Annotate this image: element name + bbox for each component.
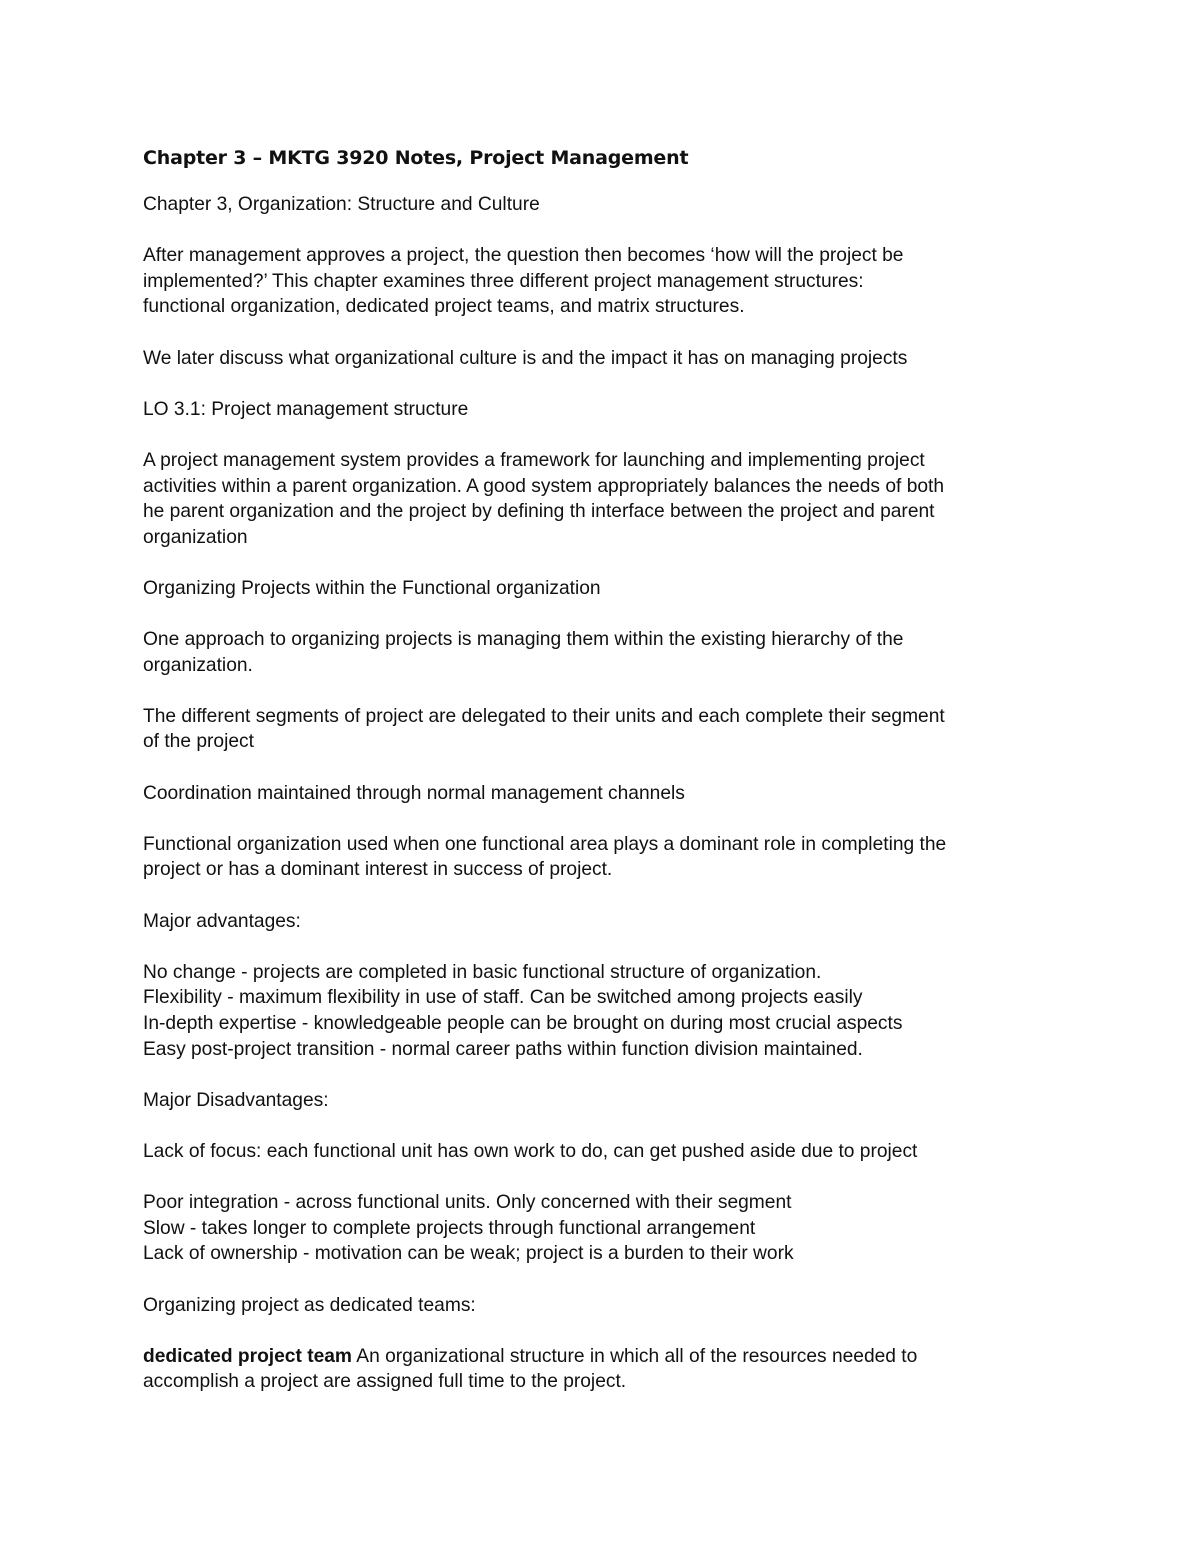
disadvantage-item: Poor integration - across functional units. Only concerned with their segment — [143, 1192, 792, 1214]
intro-paragraph — [143, 243, 1073, 320]
intro-line: After management approves a project, the question then becomes ‘how will the project be — [143, 245, 904, 267]
system-paragraph — [143, 448, 1073, 550]
culture-note: We later discuss what organizational culture is and the impact it has on managing projects — [143, 347, 908, 369]
definition-line — [143, 1344, 1073, 1370]
chapter-subtitle: Chapter 3, Organization: Structure and Culture — [143, 194, 540, 215]
approach-line: One approach to organizing projects is managing them within the existing hierarchy of the — [143, 629, 904, 651]
usage-line: project or has a dominant interest in success of project. — [143, 859, 613, 881]
usage-paragraph — [143, 832, 1073, 883]
system-line: activities within a parent organization. A good system appropriately balances the needs of both — [143, 475, 945, 497]
definition-text: An organizational structure in which all of the resources needed to — [352, 1345, 918, 1367]
disadvantages-heading: Major Disadvantages: — [143, 1089, 329, 1111]
document-title: Chapter 3 – MKTG 3920 Notes, Project Management — [143, 147, 689, 169]
system-line: organization — [143, 526, 248, 548]
disadvantage-item: Lack of ownership - motivation can be weak; project is a burden to their work — [143, 1243, 794, 1265]
advantage-item: Flexibility - maximum flexibility in use of staff. Can be switched among projects easily — [143, 987, 863, 1009]
system-line: he parent organization and the project by defining th interface between the project and parent — [143, 501, 935, 523]
coordination-note: Coordination maintained through normal management channels — [143, 782, 685, 804]
advantage-item: No change - projects are completed in basic functional structure of organization. — [143, 961, 822, 983]
intro-line: functional organization, dedicated project teams, and matrix structures. — [143, 296, 745, 318]
dedicated-definition — [143, 1344, 1073, 1395]
advantages-list — [143, 960, 1073, 1062]
segments-paragraph — [143, 704, 1073, 755]
approach-line: organization. — [143, 654, 253, 676]
lack-of-focus-item: Lack of focus: each functional unit has own work to do, can get pushed aside due to project — [143, 1140, 918, 1162]
segments-line: The different segments of project are delegated to their units and each complete their segment — [143, 705, 945, 727]
advantage-item: Easy post-project transition - normal career paths within function division maintained. — [143, 1038, 863, 1060]
approach-paragraph — [143, 627, 1073, 678]
advantages-heading: Major advantages: — [143, 910, 301, 932]
usage-line: Functional organization used when one functional area plays a dominant role in completing the — [143, 833, 947, 855]
definition-line: accomplish a project are assigned full time to the project. — [143, 1371, 627, 1393]
disadvantages-list — [143, 1190, 1073, 1267]
defined-term: dedicated project team — [143, 1345, 352, 1367]
system-line: A project management system provides a framework for launching and implementing project — [143, 449, 925, 471]
lo-heading: LO 3.1: Project management structure — [143, 398, 469, 420]
intro-line: implemented?’ This chapter examines three different project management structures: — [143, 270, 864, 292]
segments-line: of the project — [143, 731, 254, 753]
document-body — [143, 141, 1073, 1395]
advantage-item: In-depth expertise - knowledgeable people can be brought on during most crucial aspects — [143, 1013, 903, 1034]
functional-heading: Organizing Projects within the Functional organization — [143, 577, 601, 599]
disadvantage-item: Slow - takes longer to complete projects through functional arrangement — [143, 1217, 756, 1239]
dedicated-heading: Organizing project as dedicated teams: — [143, 1294, 476, 1316]
